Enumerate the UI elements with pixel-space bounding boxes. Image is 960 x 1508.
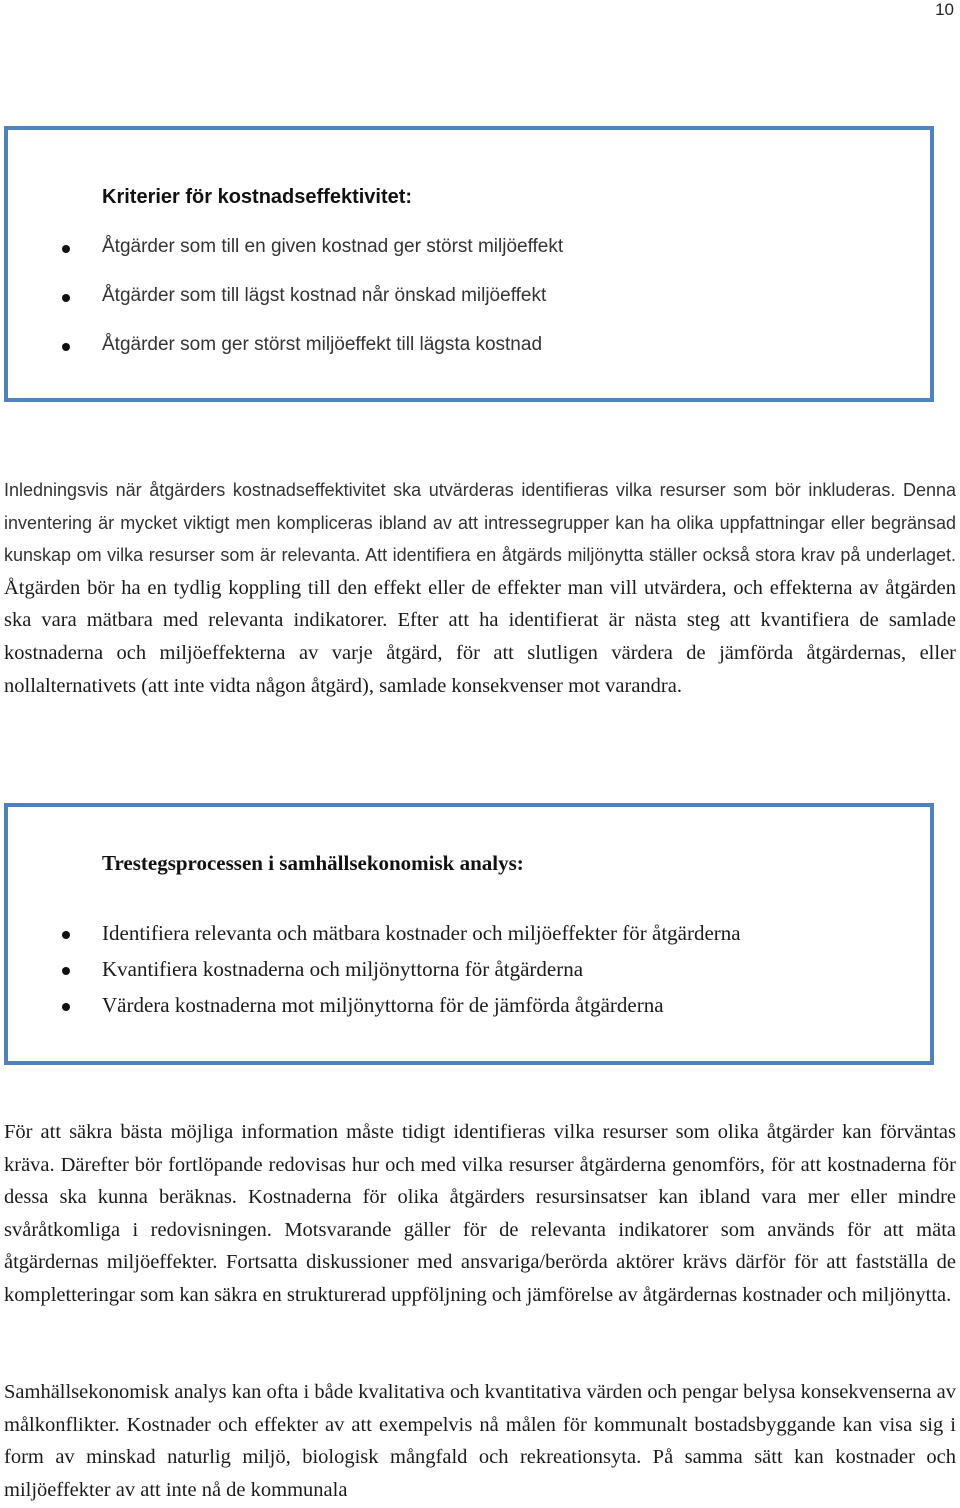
paragraph-identification-sans: Inledningsvis när åtgärders kostnadseffektivitet ska utvärderas identifieras vilka resurser som bör inkluderas. Denna inventering är mycket viktigt men kompliceras ibland av att intressegrupper kan ha olika uppfattningar eller begränsad kunskap om vilka resurser som är relevanta. Att identifiera en åtgärds miljönytta ställer också stora krav på underlaget. [4,480,956,566]
paragraph-information: För att säkra bästa möjliga information måste tidigt identifieras vilka resurser som olika åtgärder kan förväntas kräva. Därefter bör fortlöpande redovisas hur och med vilka resurser åtgärderna genomförs, för att kostnaderna för dessa ska kunna beräknas. Kostnaderna för olika åtgärders resursinsatser kan ibland vara mer eller mindre svåråtkomliga i redovisningen. Motsvarande gäller för de relevanta indikatorer som används för att mäta åtgärdernas miljöeffekter. Fortsatta diskussioner med ansvariga/berörda aktörer krävs därför för att fastställa de kompletteringar som kan säkra en strukturerad uppföljning och jämförelse av åtgärdernas kostnader och miljönytta. [4,1121,956,1306]
criteria-box-title: Kriterier för kostnadseffektivitet: [102,186,413,208]
list-item-text: Värdera kostnaderna mot miljönyttorna för de jämförda åtgärderna [102,993,664,1017]
list-item-text: Åtgärder som till lägst kostnad når önskad miljöeffekt [102,285,547,306]
bullet-icon [62,931,70,939]
paragraph-identification [4,474,956,702]
list-item-text: Kvantifiera kostnaderna och miljönyttorna för åtgärderna [102,957,584,981]
bullet-icon [62,967,70,975]
three-step-box [4,803,934,1065]
bullet-icon [62,294,70,302]
paragraph-identification-serif: Åtgärden bör ha en tydlig koppling till den effekt eller de effekter man vill utvärdera, och effekterna av åtgärden ska vara mätbara med relevanta indikatorer. Efter att ha identifierat är nästa steg att kvantifiera de samlade kostnaderna och miljöeffekterna av varje åtgärd, för att slutligen värdera de jämförda åtgärdernas, eller nollalternativets (att inte vidta någon åtgärd), samlade konsekvenser mot varandra. [4,576,956,697]
bullet-icon [62,1003,70,1011]
criteria-box [4,126,934,402]
list-item-text: Åtgärder som ger störst miljöeffekt till lägsta kostnad [102,334,543,355]
bullet-icon [62,343,70,351]
list-item-text: Åtgärder som till en given kostnad ger störst miljöeffekt [102,236,564,257]
paragraph-analysis: Samhällsekonomisk analys kan ofta i både kvalitativa och kvantitativa värden och pengar belysa konsekvenserna av målkonflikter. Kostnader och effekter av att exempelvis nå målen för kommunalt bostadsbyggande kan visa sig i form av minskad naturlig miljö, biologisk mångfald och rekreationsyta. På samma sätt kan kostnader och miljöeffekter av att inte nå de kommunala [4,1381,956,1501]
three-step-box-title: Trestegsprocessen i samhällsekonomisk analys: [102,851,524,875]
page-number: 10 [935,0,954,19]
bullet-icon [62,245,70,253]
list-item-text: Identifiera relevanta och mätbara kostnader och miljöeffekter för åtgärderna [102,921,741,945]
